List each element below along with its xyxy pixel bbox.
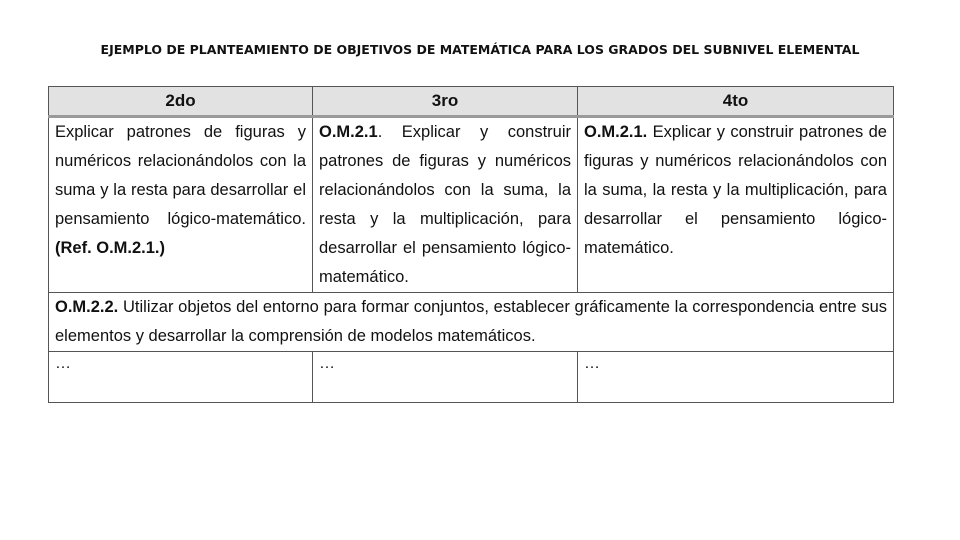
header-3ro: 3ro [313, 87, 578, 117]
objective-code: O.M.2.1 [319, 123, 378, 141]
header-2do: 2do [49, 87, 313, 117]
cell-ellipsis-2do: … [49, 352, 313, 403]
cell-ellipsis-3ro: … [313, 352, 578, 403]
cell-2do-objective [49, 117, 313, 293]
objective-text: . Explicar y construir patrones de figuras y numéricos relacionándolos con la suma, la resta y la multiplicación, para desarrollar el pensamiento lógico-matemático. [319, 123, 571, 286]
objective-code: O.M.2.1. [584, 123, 648, 141]
header-4to: 4to [578, 87, 894, 117]
ellipsis-row [49, 352, 894, 403]
cell-4to-objective [578, 117, 894, 293]
cell-3ro-objective [313, 117, 578, 293]
objective-reference: (Ref. O.M.2.1.) [55, 239, 166, 257]
shared-objective-row [49, 293, 894, 352]
cell-shared-objective [49, 293, 894, 352]
objectives-table [48, 86, 894, 403]
objective-text: Explicar y construir patrones de figuras y numéricos relacionándolos con la suma, la resta y la multiplicación, para desarrollar el pensamiento lógico-matemático. [584, 123, 887, 257]
objectives-row [49, 117, 894, 293]
objective-code: O.M.2.2. [55, 298, 119, 316]
objective-text: Utilizar objetos del entorno para formar conjuntos, establecer gráficamente la correspondencia entre sus elementos y desarrollar la comprensión de modelos matemáticos. [55, 298, 887, 345]
header-row [49, 87, 894, 117]
cell-ellipsis-4to: … [578, 352, 894, 403]
objective-text: Explicar patrones de figuras y numéricos relacionándolos con la suma y la resta para desarrollar el pensamiento lógico-matemático. [55, 123, 306, 228]
document-title: EJEMPLO DE PLANTEAMIENTO DE OBJETIVOS DE MATEMÁTICA PARA LOS GRADOS DEL SUBNIVEL ELEMENTAL [100, 42, 860, 57]
